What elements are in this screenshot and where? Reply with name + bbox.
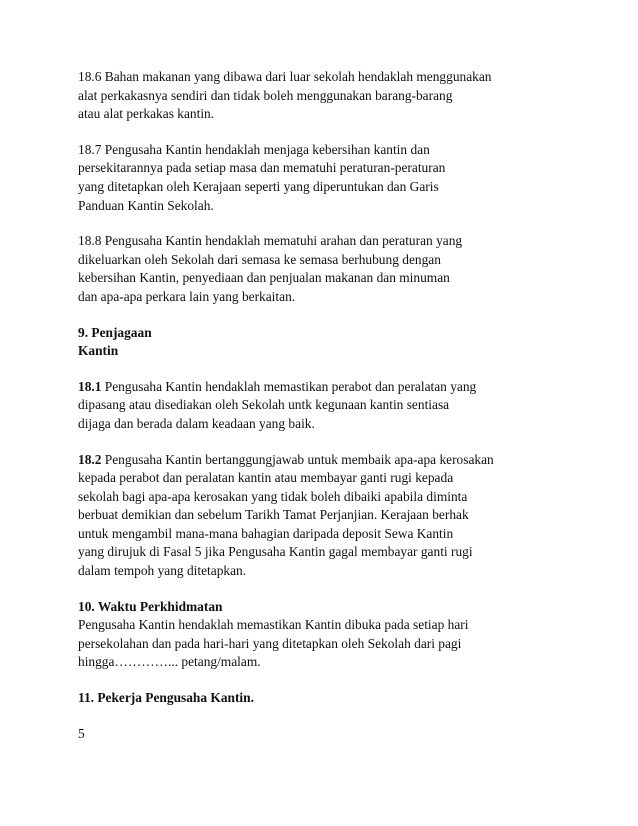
text-line: atau alat perkakas kantin.: [78, 106, 215, 122]
text-line: Panduan Kantin Sekolah.: [78, 197, 214, 213]
text-line: dan apa-apa perkara lain yang berkaitan.: [78, 288, 296, 304]
text-line: persekolahan dan pada hari-hari yang ditetapkan oleh Sekolah dari pagi: [78, 635, 462, 651]
text-line: untuk mengambil mana-mana bahagian daripada deposit Sewa Kantin: [78, 525, 454, 541]
clause-number: 18.2: [78, 451, 102, 467]
text-line: berbuat demikian dan sebelum Tarikh Tamat Perjanjian. Kerajaan berhak: [78, 507, 469, 523]
text-line: alat perkakasnya sendiri dan tidak boleh menggunakan barang-barang: [78, 87, 453, 103]
text-line: 18.6 Bahan makanan yang dibawa dari luar sekolah hendaklah menggunakan: [78, 69, 492, 84]
section-heading: 9. Penjagaan: [78, 324, 152, 340]
text-line: persekitarannya pada setiap masa dan mematuhi peraturan-peraturan: [78, 160, 446, 176]
section-9-heading: [78, 324, 598, 361]
section-heading: Kantin: [78, 343, 119, 359]
clause-number: 18.1: [78, 378, 102, 394]
document-page: [78, 68, 598, 760]
text-run: Pengusaha Kantin hendaklah memastikan perabot dan peralatan yang: [101, 378, 477, 394]
text-line: dipasang atau disediakan oleh Sekolah untk kegunaan kantin sentiasa: [78, 397, 450, 413]
section-10: [78, 598, 598, 672]
section-11: [78, 689, 598, 708]
paragraph-18-6: [78, 68, 598, 124]
text-line: kebersihan Kantin, penyediaan dan penjualan makanan dan minuman: [78, 270, 450, 286]
text-line: kepada perabot dan peralatan kantin atau membayar ganti rugi kepada: [78, 470, 454, 486]
text-line: sekolah bagi apa-apa kerosakan yang tidak boleh dibaiki apabila diminta: [78, 488, 468, 504]
section-heading: 10. Waktu Perkhidmatan: [78, 598, 223, 614]
text-run: Pengusaha Kantin bertanggungjawab untuk membaik apa-apa kerosakan: [101, 451, 494, 467]
paragraph-18-2: [78, 451, 598, 581]
text-line: dalam tempoh yang ditetapkan.: [78, 563, 247, 579]
text-line: 18.7 Pengusaha Kantin hendaklah menjaga kebersihan kantin dan: [78, 141, 430, 157]
text-line: [78, 451, 598, 470]
text-line: yang ditetapkan oleh Kerajaan seperti yang diperuntukan dan Garis: [78, 178, 439, 194]
text-line: dijaga dan berada dalam keadaan yang baik.: [78, 415, 315, 431]
text-line: Pengusaha Kantin hendaklah memastikan Kantin dibuka pada setiap hari: [78, 617, 469, 633]
text-line: [78, 378, 598, 397]
paragraph-18-7: [78, 141, 598, 215]
section-heading: 11. Pekerja Pengusaha Kantin.: [78, 690, 254, 706]
paragraph-18-8: [78, 232, 598, 306]
text-line: 18.8 Pengusaha Kantin hendaklah mematuhi arahan dan peraturan yang: [78, 233, 463, 249]
text-line: yang dirujuk di Fasal 5 jika Pengusaha Kantin gagal membayar ganti rugi: [78, 544, 473, 560]
paragraph-18-1: [78, 378, 598, 434]
text-line: hingga…………... petang/malam.: [78, 654, 261, 670]
text-line: dikeluarkan oleh Sekolah dari semasa ke semasa berhubung dengan: [78, 251, 441, 267]
page-number: 5: [78, 725, 85, 741]
